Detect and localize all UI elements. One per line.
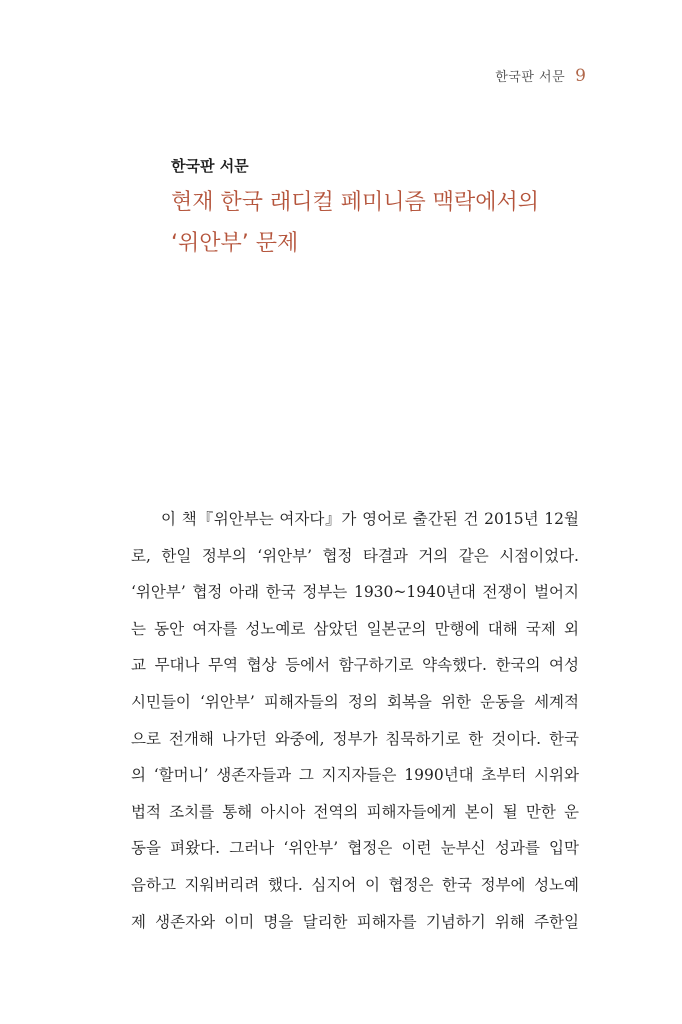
body-text — [131, 501, 579, 940]
body-line: 는 동안 여자를 성노예로 삼았던 일본군의 만행에 대해 국제 외 — [131, 619, 579, 638]
chapter-title-line: ‘위안부’ 문제 — [171, 231, 299, 256]
body-line: 으로 전개해 나가던 와중에, 정부가 침묵하기로 한 것이다. 한국 — [131, 729, 579, 748]
chapter-title — [171, 182, 591, 264]
body-line: 동을 펴왔다. 그러나 ‘위안부’ 협정은 이런 눈부신 성과를 입막 — [131, 839, 579, 858]
body-line: 로, 한일 정부의 ‘위안부’ 협정 타결과 거의 같은 시점이었다. — [131, 546, 579, 565]
body-line: 제 생존자와 이미 명을 달리한 피해자를 기념하기 위해 주한일 — [131, 912, 579, 931]
chapter-title-line: 현재 한국 래디컬 페미니즘 맥락에서의 — [171, 190, 540, 215]
body-line: 이 책『위안부는 여자다』가 영어로 출간된 건 2015년 12월 — [161, 510, 579, 528]
page-number: 9 — [575, 66, 586, 86]
section-label: 한국판 서문 — [171, 157, 249, 175]
body-line: 음하고 지워버리려 했다. 심지어 이 협정은 한국 정부에 성노예 — [131, 875, 579, 894]
running-head — [495, 66, 586, 86]
running-head-title: 한국판 서문 — [495, 70, 566, 85]
body-line: ‘위안부’ 협정 아래 한국 정부는 1930~1940년대 전쟁이 벌어지 — [131, 583, 579, 602]
body-line: 의 ‘할머니’ 생존자들과 그 지지자들은 1990년대 초부터 시위와 — [131, 766, 579, 785]
body-line: 법적 조치를 통해 아시아 전역의 피해자들에게 본이 될 만한 운 — [131, 802, 579, 821]
body-line: 시민들이 ‘위안부’ 피해자들의 정의 회복을 위한 운동을 세계적 — [131, 692, 579, 711]
body-line: 교 무대나 무역 협상 등에서 함구하기로 약속했다. 한국의 여성 — [131, 656, 579, 675]
